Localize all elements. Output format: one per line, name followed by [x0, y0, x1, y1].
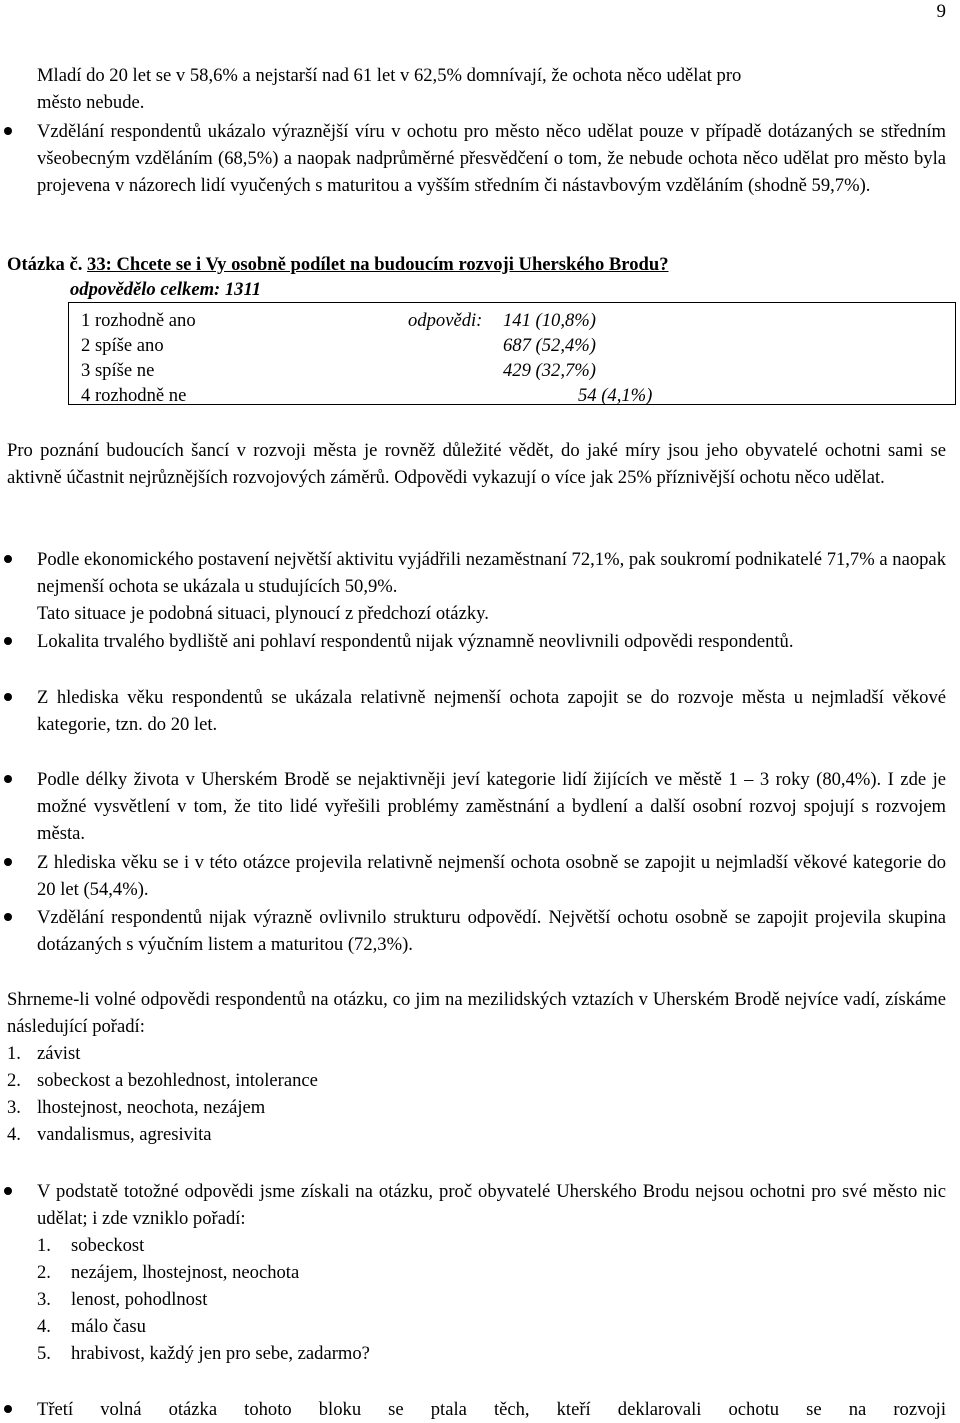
bullet-education-2-text: Vzdělání respondentů nijak výrazně ovlivnilo strukturu odpovědí. Největší ochotu osobně se zapojit projevila skupina dotázaných s výučním listem a maturitou (72,3%). — [37, 907, 946, 955]
answer-label: 1 rozhodně ano — [81, 310, 196, 331]
bullet-locality — [37, 628, 946, 655]
bullet-education-text: Vzdělání respondentů ukázalo výraznější víru v ochotu pro město něco udělat pouze v případě dotázaných se středním všeobecným vzděláním (68,5%) a naopak nadprůměrné přesvědčení o tom, že nebude ochota něco udělat pro město byla projevena v názorech lidí vyučených s maturitou a vyšším středním či nástavbovým vzděláním (shodně 59,7%). — [37, 121, 946, 196]
question-total: odpovědělo celkem: 1311 — [70, 279, 262, 300]
intro-line-2: město nebude. — [37, 92, 145, 113]
unwilling-list — [37, 1232, 637, 1367]
answer-value: 54 (4,1%) — [578, 385, 653, 406]
bullet-unwilling — [37, 1178, 946, 1232]
answer-value: 687 (52,4%) — [503, 335, 596, 356]
bullet-economic-note — [37, 600, 946, 627]
list-item: 1. sobeckost — [37, 1235, 145, 1256]
question-text: 33: Chcete se i Vy osobně podílet na budoucím rozvoji Uherského Brodu? — [87, 254, 669, 275]
main-paragraph-text: Pro poznání budoucích šancí v rozvoji města je rovněž důležité vědět, do jaké míry jsou jeho obyvatelé ochotni sami se aktivně účastnit nejrůznějších rozvojových záměrů. Odpovědi vykazují o více jak 25% příznivější ochotu něco udělat. — [7, 440, 946, 488]
answers-box — [68, 302, 956, 405]
bullet-locality-text: Lokalita trvalého bydliště ani pohlaví respondentů nijak významně neovlivnili odpovědi respondentů. — [37, 631, 794, 652]
answer-label: 3 spíše ne — [81, 360, 155, 381]
answer-label: 4 rozhodně ne — [81, 385, 187, 406]
bullet-residence-length-text: Podle délky života v Uherském Brodě se nejaktivněji jeví kategorie lidí žijících ve městě 1 – 3 roky (80,4%). I zde je možné vysvětlení v tom, že tito lidé vyřešili problémy zaměstnání a bydlení a další osobní rozvoj spojují s rozvojem města. — [37, 769, 946, 844]
bullet-residence-length — [37, 766, 946, 847]
list-item: 4. vandalismus, agresivita — [7, 1124, 212, 1145]
list-item: 2. nezájem, lhostejnost, neochota — [37, 1262, 300, 1283]
responses-label: odpovědi: — [408, 310, 483, 331]
bullet-last-text: Třetí volná otázka tohoto bloku se ptala těch, kteří deklarovali ochotu se na rozvoji — [37, 1399, 946, 1420]
summary-paragraph — [7, 986, 946, 1040]
bullet-education — [37, 118, 946, 199]
question-prefix: Otázka č. — [7, 254, 88, 275]
bullet-economic — [37, 546, 946, 600]
list-item: 3. lhostejnost, neochota, nezájem — [7, 1097, 266, 1118]
answer-value: 429 (32,7%) — [503, 360, 596, 381]
list-item: 5. hrabivost, každý jen pro sebe, zadarmo? — [37, 1343, 370, 1364]
question-title — [7, 251, 669, 278]
answer-value: 141 (10,8%) — [503, 310, 596, 331]
summary-intro: Shrneme-li volné odpovědi respondentů na otázku, co jim na mezilidských vztazích v Uherském Brodě nejvíce vadí, získáme následující pořadí: — [7, 989, 946, 1037]
bullet-last — [37, 1396, 946, 1423]
list-item: 3. lenost, pohodlnost — [37, 1289, 208, 1310]
page-number: 9 — [936, 1, 946, 22]
bullet-economic-text: Podle ekonomického postavení největší aktivitu vyjádřili nezaměstnaní 72,1%, pak soukromí podnikatelé 71,7% a naopak nejmenší ochota se ukázala u studujících 50,9%. — [37, 549, 946, 597]
intro-line-1: Mladí do 20 let se v 58,6% a nejstarší nad 61 let v 62,5% domnívají, že ochota něco udělat pro — [37, 65, 742, 86]
answer-label: 2 spíše ano — [81, 335, 164, 356]
list-item: 2. sobeckost a bezohlednost, intolerance — [7, 1070, 318, 1091]
summary-list — [7, 1040, 607, 1148]
bullet-age-2-text: Z hlediska věku se i v této otázce projevila relativně nejmenší ochota osobně se zapojit u nejmladší věkové kategorie do 20 let (54,4%). — [37, 852, 946, 900]
intro-paragraph — [37, 62, 946, 116]
bullet-education-2 — [37, 904, 946, 958]
main-paragraph — [7, 437, 946, 491]
list-item: 4. málo času — [37, 1316, 146, 1337]
bullet-age — [37, 684, 946, 738]
bullet-economic-note-text: Tato situace je podobná situaci, plynoucí z předchozí otázky. — [37, 603, 489, 624]
bullet-age-2 — [37, 849, 946, 903]
bullet-unwilling-text: V podstatě totožné odpovědi jsme získali na otázku, proč obyvatelé Uherského Brodu nejsou ochotni pro své město nic udělat; i zde vzniklo pořadí: — [37, 1181, 946, 1229]
list-item: 1. závist — [7, 1043, 81, 1064]
bullet-age-text: Z hlediska věku respondentů se ukázala relativně nejmenší ochota zapojit se do rozvoje města u nejmladší věkové kategorie, tzn. do 20 let. — [37, 687, 946, 735]
